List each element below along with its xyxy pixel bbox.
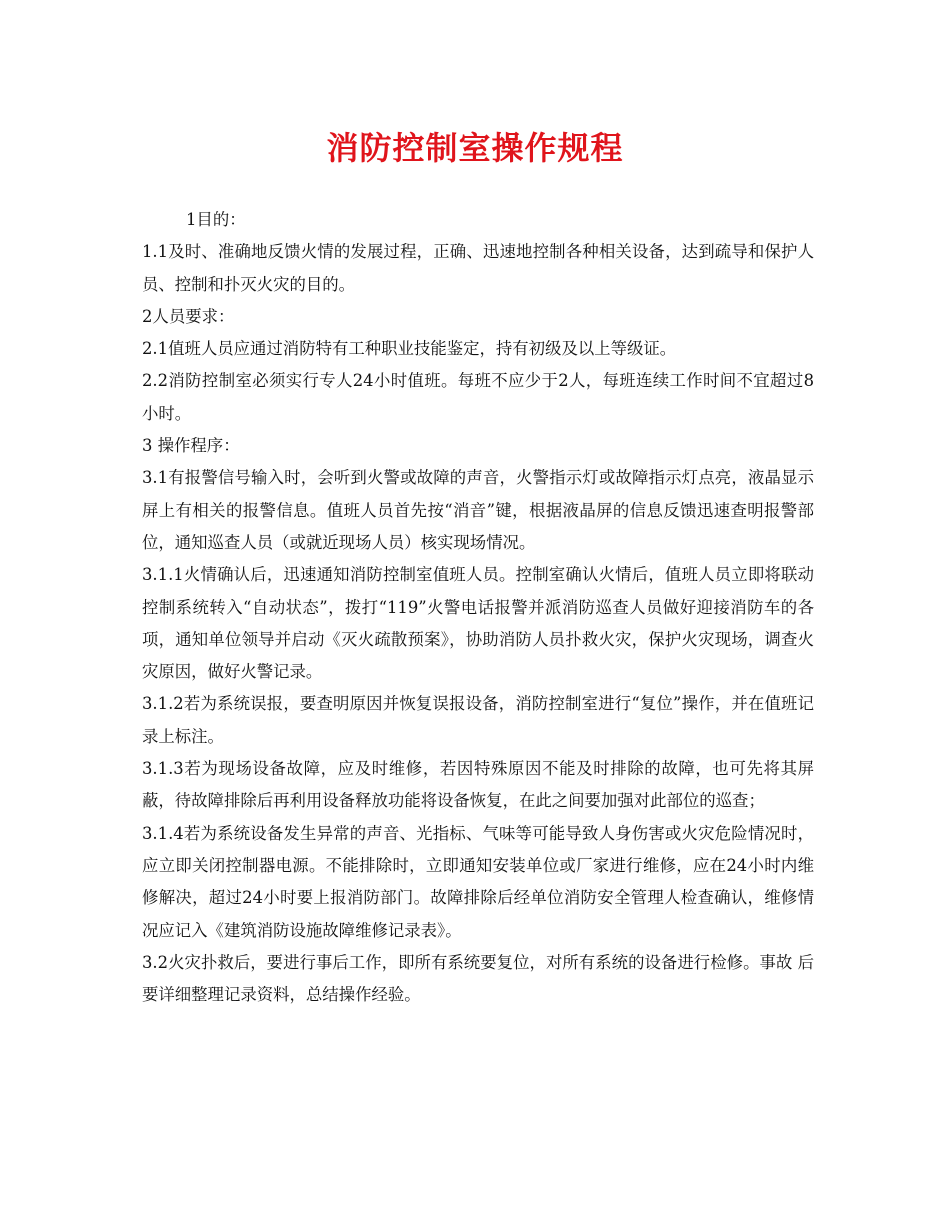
document-title: 消防控制室操作规程	[326, 129, 624, 167]
paragraph-2-2: 2.2消防控制室必须实行专人24小时值班。每班不应少于2人，每班连续工作时间不宜超过8小时。	[142, 371, 814, 423]
paragraph-3-1-3: 3.1.3若为现场设备故障，应及时维修，若因特殊原因不能及时排除的故障，也可先将其屏蔽，待故障排除后再利用设备释放功能将设备恢复，在此之间要加强对此部位的巡查；	[142, 759, 814, 811]
paragraph-1-1: 1.1及时、准确地反馈火情的发展过程，正确、迅速地控制各种相关设备，达到疏导和保护人员、控制和扑灭火灾的目的。	[142, 242, 814, 294]
paragraph-3-2: 3.2火灾扑救后，要进行事后工作，即所有系统要复位，对所有系统的设备进行检修。事故 后要详细整理记录资料，总结操作经验。	[142, 952, 814, 1005]
paragraph-3-1-1: 3.1.1火情确认后，迅速通知消防控制室值班人员。控制室确认火情后，值班人员立即将联动控制系统转入“自动状态”，拨打“119”火警电话报警并派消防巡查人员做好迎接消防车的各项，通知单位领导并启动《灭火疏散预案》，协助消防人员扑救火灾，保护火灾现场，调查火灾原因，做好火警记录。	[142, 565, 814, 682]
paragraph-3-1-2: 3.1.2若为系统误报，要查明原因并恢复误报设备，消防控制室进行“复位”操作，并在值班记录上标注。	[142, 694, 814, 746]
paragraph-3-1-4: 3.1.4若为系统设备发生异常的声音、光指标、气味等可能导致人身伤害或火灾危险情况时，应立即关闭控制器电源。不能排除时，立即通知安装单位或厂家进行维修，应在24小时内维修解决，超过24小时要上报消防部门。故障排除后经单位消防安全管理人检查确认，维修情况应记入《建筑消防设施故障维修记录表》。	[142, 823, 814, 940]
document-body	[142, 204, 814, 1011]
section-heading-personnel: 2人员要求：	[142, 306, 235, 326]
section-heading-purpose: 1目的：	[186, 210, 246, 229]
paragraph-2-1: 2.1值班人员应通过消防特有工种职业技能鉴定，持有初级及以上等级证。	[142, 339, 677, 359]
section-heading-procedure: 3 操作程序：	[142, 436, 240, 456]
paragraph-3-1: 3.1有报警信号输入时，会听到火警或故障的声音，火警指示灯或故障指示灯点亮，液晶显示屏上有相关的报警信息。值班人员首先按“消音”键，根据液晶屏的信息反馈迅速查明报警部位，通知巡查人员（或就近现场人员）核实现场情况。	[142, 468, 814, 552]
